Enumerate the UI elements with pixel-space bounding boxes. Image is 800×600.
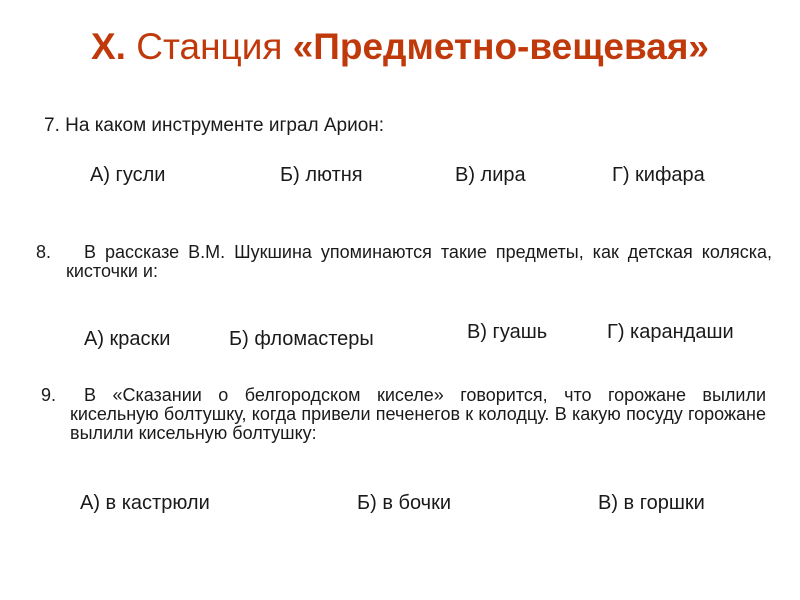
q7-option-a: А) гусли [90,164,166,186]
question-9-number: 9. [41,385,57,405]
title-station-word: Станция [136,26,283,67]
question-8-text: В рассказе В.М. Шукшина упоминаются такие предметы, как детская коляска, кисточки и: [66,242,772,281]
question-9-text: В «Сказании о белгородском киселе» говорится, что горожане вылили кисельную болтушку, когда привели печенегов к колодцу. В какую посуду горожане вылили кисельную болтушку: [70,385,766,443]
title-station-name: «Предметно-вещевая» [292,26,710,67]
q8-option-c: В) гуашь [467,321,548,343]
q8-option-a: А) краски [84,328,171,350]
question-7-text: 7. На каком инструменте играл Арион: [44,115,385,136]
q8-option-d: Г) карандаши [607,321,734,343]
question-8-number: 8. [36,242,52,262]
q7-option-b: Б) лютня [280,164,363,186]
q8-option-b: Б) фломастеры [229,328,374,350]
slide-title [0,26,800,68]
q7-option-d: Г) кифара [612,164,705,186]
q9-option-b: Б) в бочки [357,492,452,514]
q7-option-c: В) лира [455,164,526,186]
title-prefix: Х. [90,26,126,67]
q9-option-a: А) в кастрюли [80,492,210,514]
q9-option-c: В) в горшки [598,492,705,514]
